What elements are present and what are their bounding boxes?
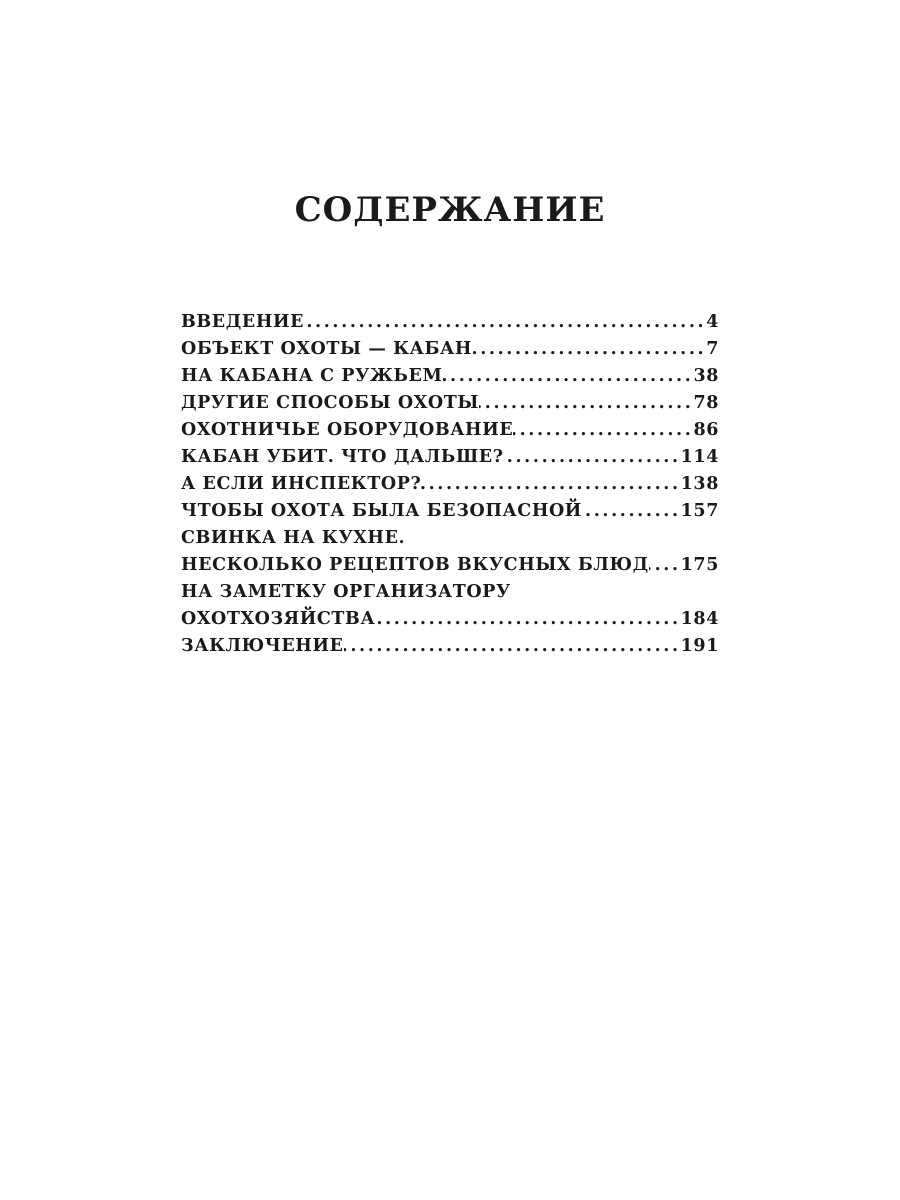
toc-entry-page: 191 bbox=[680, 636, 719, 656]
toc-entry-title: ОБЪЕКТ ОХОТЫ — КАБАН bbox=[181, 339, 473, 359]
toc-leader-dots bbox=[472, 336, 706, 363]
toc-leader-dots bbox=[304, 309, 706, 336]
toc-leader-dots bbox=[479, 390, 693, 417]
toc-entry-page: 157 bbox=[680, 501, 719, 521]
toc-entry-page: 114 bbox=[680, 447, 719, 467]
toc-entry-title: ОХОТХОЗЯЙСТВА bbox=[181, 609, 376, 629]
toc-entry-safety[interactable] bbox=[181, 498, 719, 525]
toc-entry-page: 4 bbox=[706, 312, 719, 332]
toc-entry-hunting-object[interactable] bbox=[181, 336, 719, 363]
toc-entry-page: 175 bbox=[680, 555, 719, 575]
toc-entry-page: 86 bbox=[693, 420, 719, 440]
toc-entry-organizer[interactable] bbox=[181, 606, 719, 633]
toc-entry-title: СВИНКА НА КУХНЕ. bbox=[181, 528, 406, 548]
toc-leader-dots bbox=[582, 498, 681, 525]
toc-leader-dots bbox=[421, 471, 680, 498]
toc-leader-dots bbox=[513, 417, 693, 444]
toc-leader-dots bbox=[375, 606, 680, 633]
toc-entry-organizer-line1[interactable] bbox=[181, 579, 719, 606]
toc-leader-dots bbox=[504, 444, 681, 471]
toc-entry-kitchen-line1[interactable] bbox=[181, 525, 719, 552]
toc-entry-title: НА ЗАМЕТКУ ОРГАНИЗАТОРУ bbox=[181, 582, 511, 602]
toc-entry-kitchen[interactable] bbox=[181, 552, 719, 579]
toc-entry-title: ЗАКЛЮЧЕНИЕ bbox=[181, 636, 344, 656]
toc-entry-title: ДРУГИЕ СПОСОБЫ ОХОТЫ bbox=[181, 393, 480, 413]
toc-entry-title: НЕСКОЛЬКО РЕЦЕПТОВ ВКУСНЫХ БЛЮД bbox=[181, 555, 649, 575]
toc-entry-title: ОХОТНИЧЬЕ ОБОРУДОВАНИЕ bbox=[181, 420, 514, 440]
toc-entry-title: ВВЕДЕНИЕ bbox=[181, 312, 305, 332]
toc-leader-dots bbox=[344, 633, 681, 660]
toc-leader-dots bbox=[442, 363, 693, 390]
toc-entry-title: А ЕСЛИ ИНСПЕКТОР? bbox=[181, 474, 422, 494]
toc-entry-page: 138 bbox=[680, 474, 719, 494]
toc-entry-inspector[interactable] bbox=[181, 471, 719, 498]
page-title: СОДЕРЖАНИЕ bbox=[294, 190, 606, 230]
toc-entry-other-methods[interactable] bbox=[181, 390, 719, 417]
toc-entry-title: ЧТОБЫ ОХОТА БЫЛА БЕЗОПАСНОЙ bbox=[181, 501, 582, 521]
toc-entry-equipment[interactable] bbox=[181, 417, 719, 444]
toc-entry-page: 78 bbox=[693, 393, 719, 413]
toc-entry-title: КАБАН УБИТ. ЧТО ДАЛЬШЕ? bbox=[181, 447, 504, 467]
toc-entry-introduction[interactable] bbox=[181, 309, 719, 336]
toc-entry-page: 38 bbox=[693, 366, 719, 386]
toc-entry-boar-killed[interactable] bbox=[181, 444, 719, 471]
toc-entry-title: НА КАБАНА С РУЖЬЕМ bbox=[181, 366, 443, 386]
toc-leader-dots bbox=[649, 552, 681, 579]
toc-entry-page: 7 bbox=[706, 339, 719, 359]
toc-entry-with-rifle[interactable] bbox=[181, 363, 719, 390]
toc-entry-page: 184 bbox=[680, 609, 719, 629]
table-of-contents bbox=[181, 309, 719, 660]
toc-entry-conclusion[interactable] bbox=[181, 633, 719, 660]
